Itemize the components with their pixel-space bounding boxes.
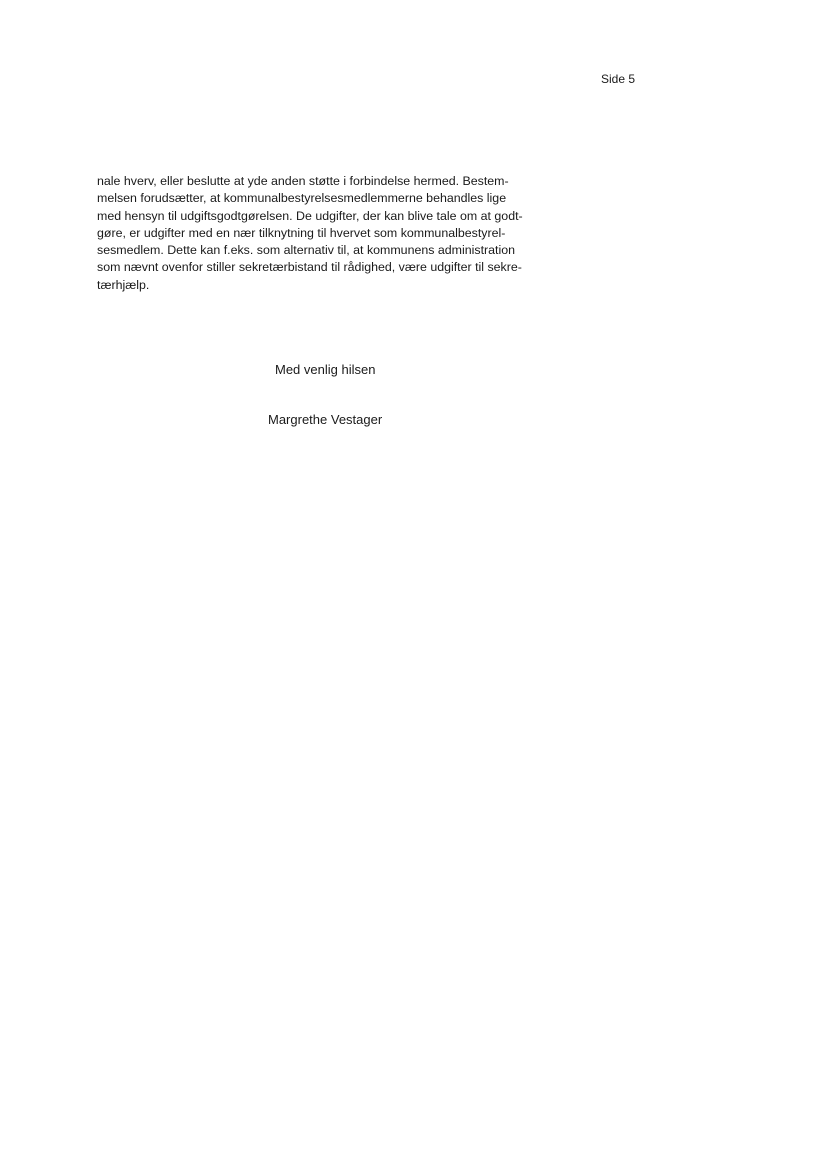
closing-greeting: Med venlig hilsen	[275, 362, 376, 377]
paragraph-line: gøre, er udgifter med en nær tilknytning til hvervet som kommunalbestyrel-	[97, 225, 506, 240]
paragraph-line: nale hverv, eller beslutte at yde anden støtte i forbindelse hermed. Bestem-	[97, 174, 509, 188]
paragraph-line: sesmedlem. Dette kan f.eks. som alternativ til, at kommunens administration	[97, 243, 516, 258]
paragraph-line: med hensyn til udgiftsgodtgørelsen. De udgifter, der kan blive tale om at godt-	[97, 208, 523, 223]
paragraph-line: tærhjælp.	[97, 277, 150, 292]
signatory-name: Margrethe Vestager	[268, 412, 383, 427]
body-paragraph	[97, 173, 567, 294]
paragraph-line: som nævnt ovenfor stiller sekretærbistand til rådighed, være udgifter til sekre-	[97, 260, 522, 275]
page-number: Side 5	[601, 72, 636, 86]
paragraph-line: melsen forudsætter, at kommunalbestyrelsesmedlemmerne behandles lige	[97, 191, 507, 206]
